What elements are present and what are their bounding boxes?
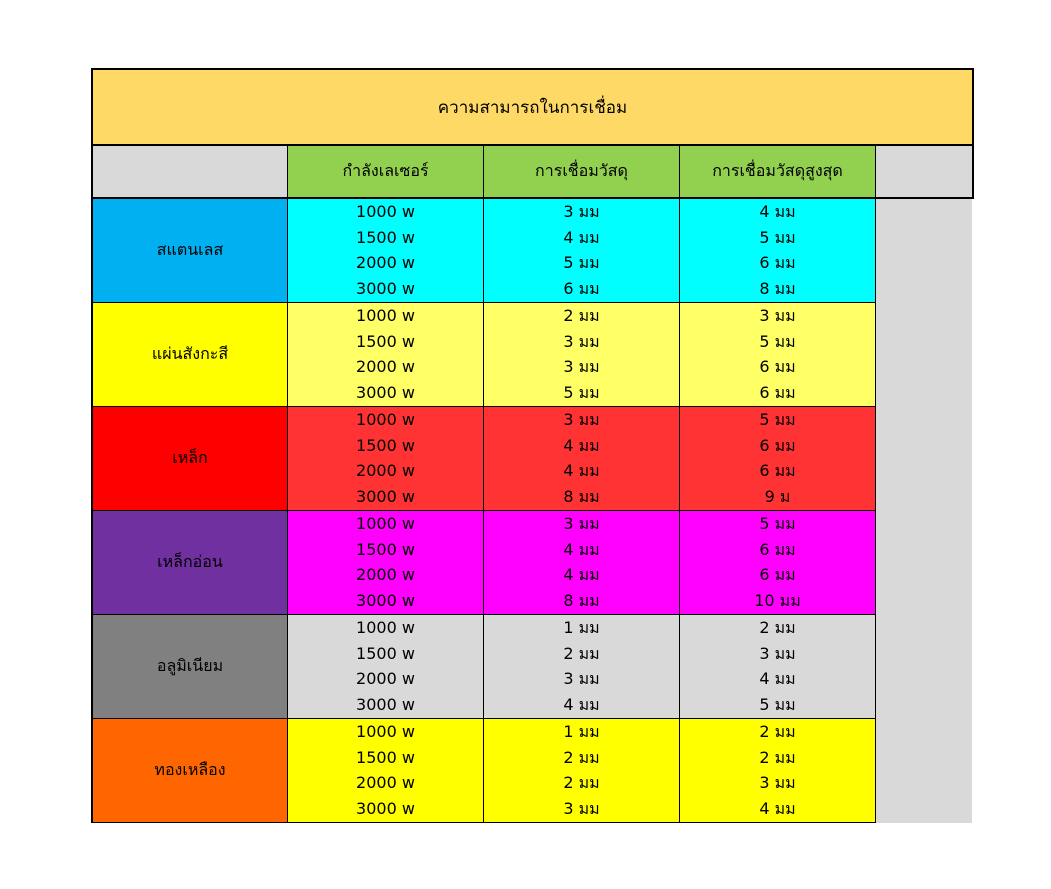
laser-power-col <box>288 303 484 407</box>
table-cell: 8 มม <box>563 591 600 611</box>
table-cell: 2 มม <box>563 773 600 793</box>
laser-power-col <box>288 719 484 823</box>
table-cell: 2000 w <box>356 357 415 377</box>
weld-thickness-col <box>484 407 680 511</box>
side-filler-cell <box>876 303 972 407</box>
table-cell: 1500 w <box>356 539 415 559</box>
table-cell: 3 มม <box>563 669 600 689</box>
table-cell: 4 มม <box>563 435 600 455</box>
header-max-weld-material <box>680 146 876 197</box>
table-cell: 1000 w <box>356 721 415 741</box>
table-cell: 9 ม <box>764 487 791 507</box>
table-cell: 2000 w <box>356 253 415 273</box>
side-filler-cell <box>876 407 972 511</box>
table-cell: 5 มม <box>759 409 796 429</box>
weld-thickness-col <box>484 719 680 823</box>
table-cell: 5 มม <box>759 227 796 247</box>
table-cell: 6 มม <box>759 461 796 481</box>
material-name-cell <box>93 511 288 615</box>
material-name: ทองเหลือง <box>154 760 226 779</box>
table-cell: 4 มม <box>563 565 600 585</box>
table-cell: 3 มม <box>759 773 796 793</box>
welding-capability-table <box>91 68 974 823</box>
table-cell: 3000 w <box>356 487 415 507</box>
max-weld-thickness-col <box>680 615 876 719</box>
header-blank-cell <box>93 146 288 197</box>
material-group <box>91 615 974 719</box>
material-name-cell <box>93 303 288 407</box>
table-cell: 4 มม <box>563 539 600 559</box>
table-cell: 8 มม <box>759 279 796 299</box>
table-cell: 2 มม <box>563 747 600 767</box>
table-cell: 6 มม <box>759 383 796 403</box>
weld-thickness-col <box>484 511 680 615</box>
table-cell: 1500 w <box>356 331 415 351</box>
table-cell: 6 มม <box>759 435 796 455</box>
table-cell: 3 มม <box>563 513 600 533</box>
table-cell: 3 มม <box>759 305 796 325</box>
table-cell: 3000 w <box>356 799 415 819</box>
max-weld-thickness-col <box>680 719 876 823</box>
table-cell: 8 มม <box>563 487 600 507</box>
max-weld-thickness-col <box>680 199 876 303</box>
weld-thickness-col <box>484 303 680 407</box>
table-cell: 1 มม <box>563 721 600 741</box>
table-cell: 4 มม <box>759 201 796 221</box>
material-name: เหล็ก <box>172 448 208 467</box>
table-cell: 2 มม <box>759 721 796 741</box>
table-cell: 1000 w <box>356 201 415 221</box>
table-cell: 6 มม <box>759 539 796 559</box>
table-cell: 5 มม <box>563 253 600 273</box>
table-cell: 2 มม <box>759 747 796 767</box>
material-name-cell <box>93 719 288 823</box>
material-name: สแตนเลส <box>156 240 224 259</box>
table-cell: 3000 w <box>356 383 415 403</box>
table-cell: 2000 w <box>356 669 415 689</box>
table-cell: 6 มม <box>759 253 796 273</box>
table-cell: 3 มม <box>563 409 600 429</box>
material-name: อลูมิเนียม <box>156 656 224 675</box>
table-cell: 5 มม <box>759 513 796 533</box>
side-filler-cell <box>876 615 972 719</box>
table-cell: 4 มม <box>563 227 600 247</box>
header-row <box>91 146 974 199</box>
header-laser-power <box>288 146 484 197</box>
table-cell: 2000 w <box>356 461 415 481</box>
table-cell: 6 มม <box>759 357 796 377</box>
weld-thickness-col <box>484 199 680 303</box>
header-label: การเชื่อมวัสดุสูงสุด <box>712 161 843 180</box>
material-group <box>91 407 974 511</box>
table-cell: 4 มม <box>563 695 600 715</box>
laser-power-col <box>288 407 484 511</box>
max-weld-thickness-col <box>680 303 876 407</box>
material-name-cell <box>93 407 288 511</box>
side-filler-cell <box>876 719 972 823</box>
table-cell: 3 มม <box>563 331 600 351</box>
material-group <box>91 303 974 407</box>
table-cell: 3 มม <box>759 643 796 663</box>
laser-power-col <box>288 511 484 615</box>
header-label: กำลังเลเซอร์ <box>342 161 429 180</box>
header-weld-material <box>484 146 680 197</box>
table-cell: 2 มม <box>759 617 796 637</box>
table-cell: 5 มม <box>759 695 796 715</box>
laser-power-col <box>288 199 484 303</box>
header-blank-end-cell <box>876 146 972 197</box>
table-cell: 6 มม <box>563 279 600 299</box>
material-groups <box>91 199 974 823</box>
material-name: แผ่นสังกะสี <box>151 344 229 363</box>
table-cell: 2000 w <box>356 773 415 793</box>
table-cell: 1000 w <box>356 513 415 533</box>
material-group <box>91 719 974 823</box>
table-cell: 1 มม <box>563 617 600 637</box>
material-group <box>91 511 974 615</box>
table-cell: 3000 w <box>356 591 415 611</box>
table-cell: 10 มม <box>754 591 801 611</box>
table-cell: 5 มม <box>759 331 796 351</box>
table-cell: 3 มม <box>563 799 600 819</box>
material-group <box>91 199 974 303</box>
table-title-cell <box>91 68 974 146</box>
header-label: การเชื่อมวัสดุ <box>535 161 628 180</box>
table-cell: 1000 w <box>356 409 415 429</box>
material-name-cell <box>93 615 288 719</box>
table-cell: 2 มม <box>563 643 600 663</box>
material-name: เหล็กอ่อน <box>157 552 223 571</box>
table-cell: 1000 w <box>356 617 415 637</box>
table-cell: 2 มม <box>563 305 600 325</box>
table-cell: 1500 w <box>356 435 415 455</box>
table-cell: 3000 w <box>356 695 415 715</box>
table-cell: 4 มม <box>759 799 796 819</box>
table-cell: 1000 w <box>356 305 415 325</box>
table-cell: 1500 w <box>356 227 415 247</box>
table-cell: 1500 w <box>356 747 415 767</box>
table-cell: 2000 w <box>356 565 415 585</box>
table-cell: 4 มม <box>563 461 600 481</box>
table-cell: 3000 w <box>356 279 415 299</box>
table-cell: 6 มม <box>759 565 796 585</box>
max-weld-thickness-col <box>680 511 876 615</box>
material-name-cell <box>93 199 288 303</box>
table-cell: 5 มม <box>563 383 600 403</box>
side-filler-cell <box>876 199 972 303</box>
table-cell: 4 มม <box>759 669 796 689</box>
table-cell: 3 มม <box>563 357 600 377</box>
table-title: ความสามารถในการเชื่อม <box>437 97 628 118</box>
side-filler-cell <box>876 511 972 615</box>
max-weld-thickness-col <box>680 407 876 511</box>
weld-thickness-col <box>484 615 680 719</box>
laser-power-col <box>288 615 484 719</box>
table-cell: 3 มม <box>563 201 600 221</box>
table-cell: 1500 w <box>356 643 415 663</box>
